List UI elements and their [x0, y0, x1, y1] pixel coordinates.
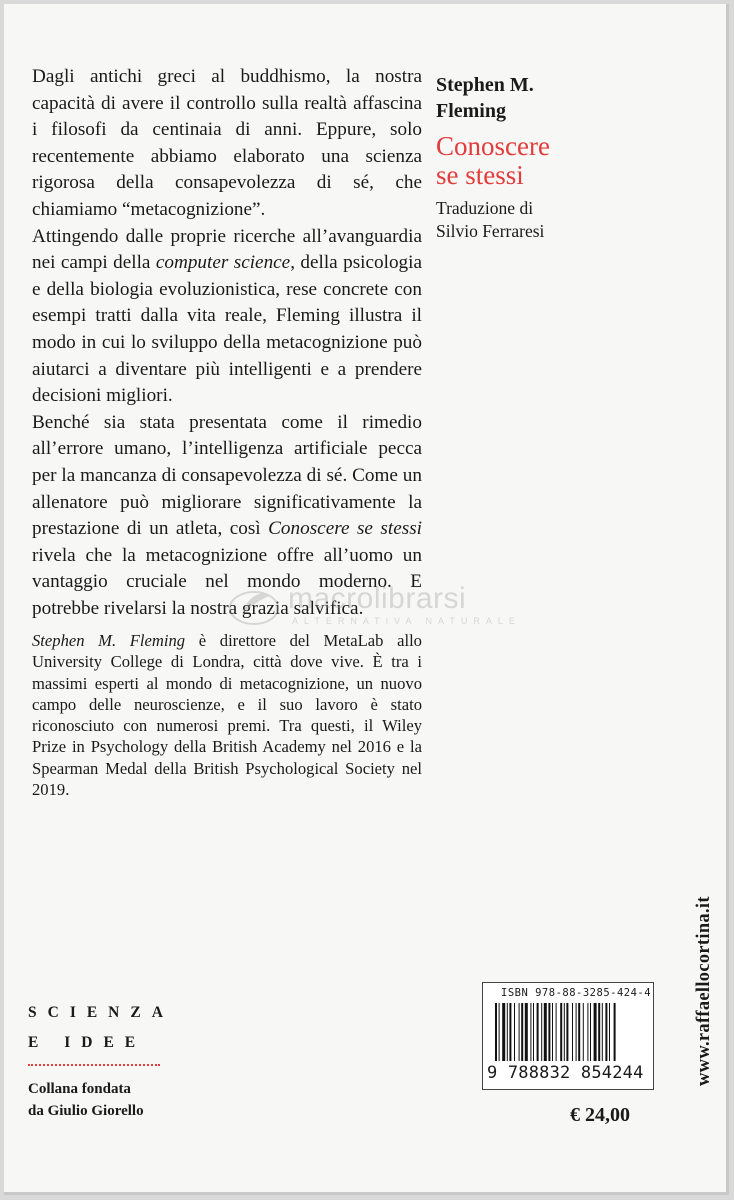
translator-line-2: Silvio Ferraresi: [436, 221, 545, 241]
series-block: [28, 998, 174, 1122]
blurb-p3-text-before: Benché sia stata presentata come il rimedio all’errore umano, l’intelligenza artificiale pecca per la mancanza di consapevolezza di sé. Come un allenatore può migliorare significativamente la prestazione di un atleta, così: [32, 411, 422, 540]
leaf-icon: [228, 584, 280, 628]
book-title: [436, 132, 686, 190]
blurb-p2-text-before: Attingendo dalle proprie ricerche all’avanguardia nei campi della: [32, 225, 422, 274]
blurb-p3-italic-title: Conoscere se stessi: [268, 518, 422, 540]
book-back-cover: [4, 4, 729, 1195]
watermark-tagline: ALTERNATIVA NATURALE: [292, 616, 521, 626]
dotted-divider: [28, 1064, 160, 1066]
series-name-line-2: E IDEE: [28, 1034, 147, 1051]
translator-line-1: Traduzione di: [436, 198, 534, 218]
macrolibrarsi-watermark: [226, 580, 526, 632]
blurb-paragraph-2: [32, 224, 422, 410]
isbn-text: ISBN 978-88-3285-424-4: [501, 987, 652, 999]
blurb-text: [32, 64, 422, 622]
series-founder-line-2: da Giulio Giorello: [28, 1103, 144, 1119]
author-bio: [32, 630, 422, 800]
translator-credit: [436, 197, 686, 243]
book-title-line-2: se stessi: [436, 160, 524, 190]
author-bio-text: è direttore del MetaLab allo University College di Londra, città dove vive. È tra i massimi esperti al mondo di metacognizione, un nuovo campo delle neuroscienze, e il suo lavoro è stato riconosciuto con numerosi premi. Tra questi, il Wiley Prize in Psychology della British Academy nel 2016 e la Spearman Medal della British Psychological Society nel 2019.: [32, 631, 422, 800]
series-name-line-1: SCIENZA: [28, 1004, 174, 1021]
author-bio-name: Stephen M. Fleming: [32, 631, 186, 650]
publisher-website: www.raffaellocortina.it: [694, 896, 714, 1086]
author-bio-paragraph: [32, 630, 422, 800]
series-founder: [28, 1078, 168, 1122]
author-name-line-1: Stephen M.: [436, 74, 534, 96]
isbn-barcode: [482, 982, 654, 1090]
author-name: [436, 72, 686, 124]
ean-digits: 9 788832 854244: [487, 1063, 644, 1083]
blurb-p2-italic: computer science: [155, 252, 291, 274]
watermark-name: macrolibrarsi: [288, 582, 467, 615]
blurb-p2-text-after: , della psicologia e della biologia evoluzionistica, rese concrete con esempi tratti dalla vita reale, Fleming illustra il modo in cui lo sviluppo della metacognizione può aiutarci a diventare più intelligenti e a prendere decisioni migliori.: [32, 252, 422, 407]
price-label: € 24,00: [570, 1104, 630, 1126]
blurb-p3-text-after: rivela che la metacognizione offre all’uomo un vantaggio cruciale nel mondo moderno. E potrebbe rivelarsi la nostra grazia salvifica.: [32, 544, 422, 619]
barcode-bars: [495, 1003, 641, 1061]
series-founder-line-1: Collana fondata: [28, 1081, 131, 1097]
book-title-line-1: Conoscere: [436, 131, 550, 161]
blurb-paragraph-1: Dagli antichi greci al buddhismo, la nostra capacità di avere il controllo sulla realtà affascina i filosofi da centinaia di anni. Eppure, solo recentemente abbiamo elaborato una scienza rigorosa della consapevolezza di sé, che chiamiamo “metacognizione”.: [32, 66, 422, 220]
author-name-line-2: Fleming: [436, 100, 506, 122]
